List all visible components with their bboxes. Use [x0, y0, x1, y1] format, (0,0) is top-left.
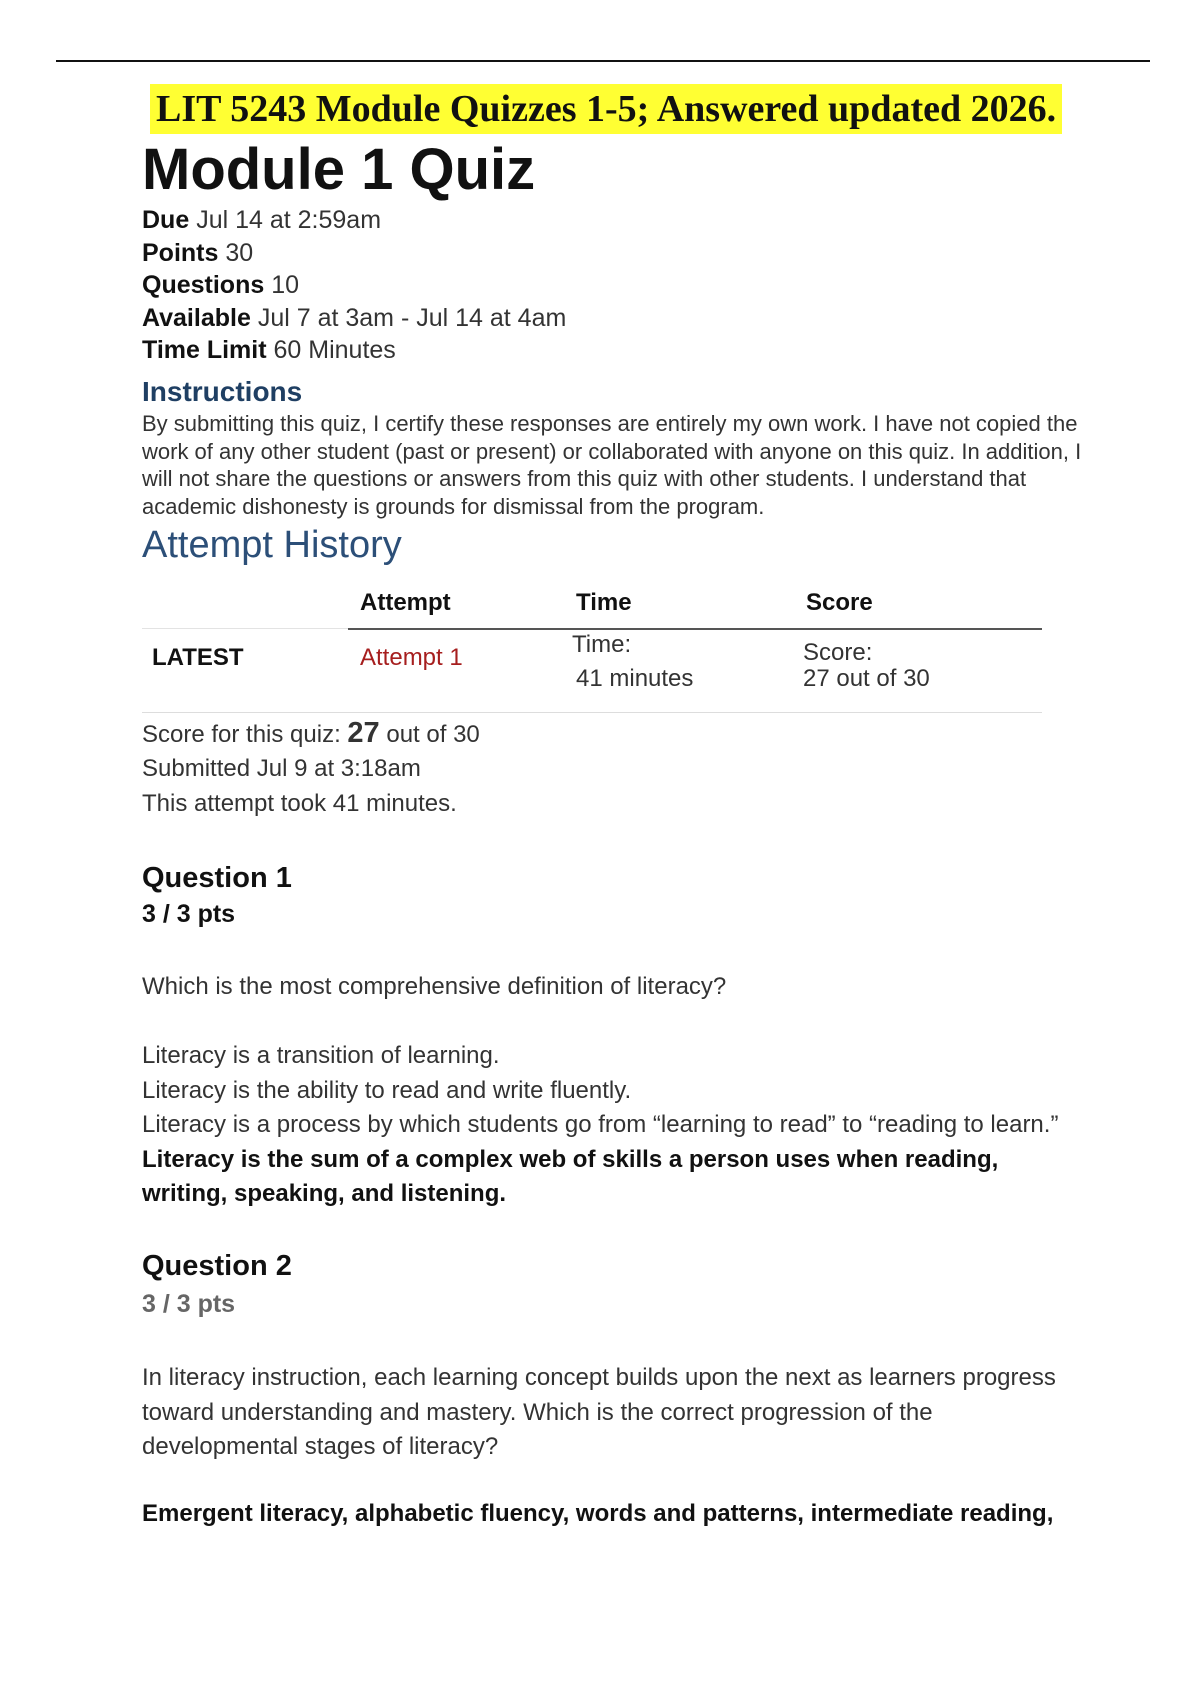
instructions-text: By submitting this quiz, I certify these responses are entirely my own work. I have not copied the work of any other student (past or present) or collaborated with anyone on this quiz. In addition, I will not share the questions or answers from this quiz with other students. I understand that academic dishonesty is grounds for dismissal from the program. — [142, 411, 1082, 519]
meta-label: Questions — [142, 271, 265, 299]
meta-label: Time Limit — [142, 336, 267, 364]
question-1-heading: Question 1 — [142, 862, 292, 894]
meta-value: 10 — [271, 271, 300, 299]
question-1-text: Which is the most comprehensive definition of literacy? — [142, 973, 727, 1000]
question-2-heading: Question 2 — [142, 1250, 292, 1282]
attempt-1-link[interactable]: Attempt 1 — [360, 644, 463, 671]
question-2-points: 3 / 3 pts — [142, 1290, 236, 1318]
meta-available — [142, 302, 566, 335]
meta-value: Jul 7 at 3am - Jul 14 at 4am — [257, 303, 567, 332]
score-prefix: Score for this quiz: — [142, 721, 341, 748]
time-label: Time: — [572, 631, 632, 658]
score-label: Score: — [803, 639, 873, 666]
quiz-summary — [142, 716, 480, 821]
top-rule — [56, 60, 1150, 62]
meta-due — [142, 204, 566, 237]
meta-label: Points — [142, 238, 219, 267]
question-2-answers — [142, 1497, 1062, 1532]
score-suffix: out of 30 — [386, 721, 480, 748]
latest-label: LATEST — [152, 644, 244, 671]
column-header-attempt: Attempt — [360, 589, 451, 616]
quiz-title: Module 1 Quiz — [142, 137, 536, 202]
meta-points — [142, 237, 566, 270]
instructions-heading: Instructions — [142, 376, 303, 407]
document-title-highlight: LIT 5243 Module Quizzes 1-5; Answered updated 2026. — [150, 84, 1062, 134]
answer-option: Literacy is a transition of learning. — [142, 1042, 500, 1069]
answer-option-correct: Literacy is the sum of a complex web of skills a person uses when reading, writing, speaking, and listening. — [142, 1145, 999, 1207]
meta-questions — [142, 269, 566, 302]
score-number: 27 — [347, 717, 380, 749]
question-2-text: In literacy instruction, each learning concept builds upon the next as learners progress toward understanding and mastery. Which is the correct progression of the developmental stages of literacy? — [142, 1364, 1056, 1460]
attempt-history-heading: Attempt History — [142, 524, 402, 566]
duration-text: This attempt took 41 minutes. — [142, 790, 457, 817]
answer-option: Literacy is the ability to read and write fluently. — [142, 1076, 632, 1104]
column-header-score: Score — [806, 589, 873, 616]
row-rule — [142, 628, 348, 629]
meta-label: Available — [142, 303, 251, 332]
question-1-points: 3 / 3 pts — [142, 900, 236, 928]
score-value: 27 out of 30 — [803, 665, 930, 692]
answer-option: Literacy is a process by which students go from “learning to read” to “reading to learn.” — [142, 1111, 1059, 1138]
question-1-answers — [142, 1039, 1062, 1212]
column-header-time: Time — [576, 589, 632, 616]
table-bottom-rule — [142, 712, 1042, 713]
meta-value: 60 Minutes — [273, 336, 396, 364]
attempt-history-table — [142, 580, 1042, 715]
quiz-meta — [142, 204, 566, 367]
meta-value: Jul 14 at 2:59am — [196, 206, 382, 234]
meta-value: 30 — [225, 238, 254, 267]
header-rule — [348, 628, 1042, 630]
meta-label: Due — [142, 206, 190, 234]
time-value: 41 minutes — [576, 665, 694, 692]
meta-time-limit — [142, 334, 566, 367]
submitted-text: Submitted Jul 9 at 3:18am — [142, 755, 421, 782]
answer-option-correct: Emergent literacy, alphabetic fluency, words and patterns, intermediate reading, — [142, 1500, 1054, 1527]
score-summary — [142, 716, 480, 751]
